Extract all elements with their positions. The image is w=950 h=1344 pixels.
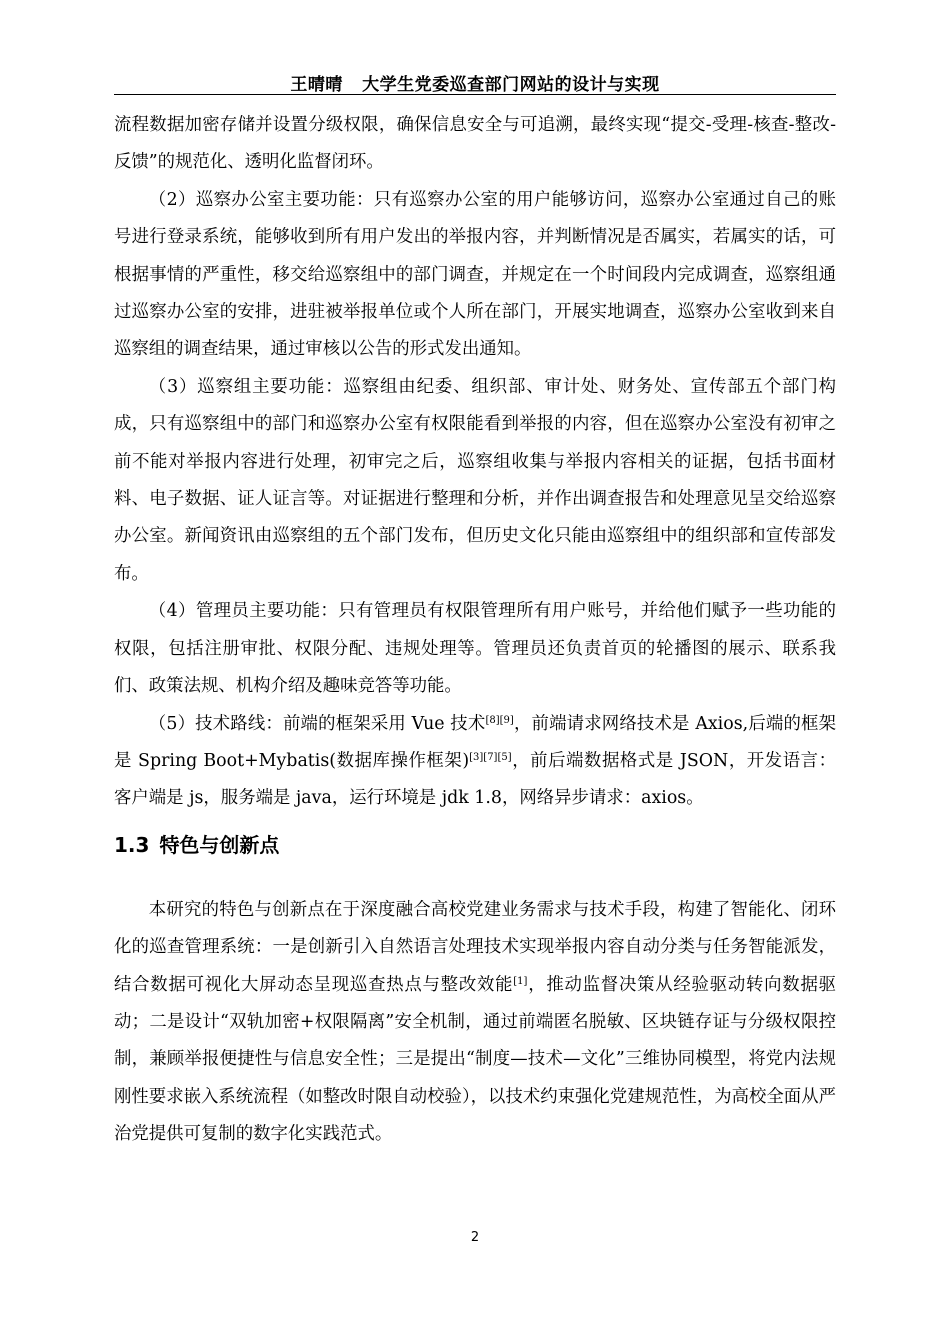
citation-ref: [3][7][5] (469, 751, 512, 763)
paragraph-innovation (114, 892, 836, 1154)
tech-route-text-c: ，前后端数据格式是 JSON，开发语言：客户端是 js，服务端是 java，运行环境是 jdk 1.8，网络异步请求：axios。 (114, 750, 836, 809)
paragraph-inspection-group: （3）巡察组主要功能：巡察组由纪委、组织部、审计处、财务处、宣传部五个部门构成，只有巡察组中的部门和巡察办公室有权限能看到举报的内容，但在巡察办公室没有初审之前不能对举报内容进行处理，初审完之后，巡察组收集与举报内容相关的证据，包括书面材料、电子数据、证人证言等。对证据进行整理和分析，并作出调查报告和处理意见呈交给巡察办公室。新闻资讯由巡察组的五个部门发布，但历史文化只能由巡察组中的组织部和宣传部发布。 (114, 376, 836, 584)
citation-ref: [8][9] (485, 714, 514, 726)
citation-ref: [1] (513, 975, 528, 987)
page-number: 2 (470, 1230, 480, 1245)
paragraph-administrator: （4）管理员主要功能：只有管理员有权限管理所有用户账号，并给他们赋予一些功能的权限，包括注册审批、权限分配、违规处理等。管理员还负责首页的轮播图的展示、联系我们、政策法规、机构介绍及趣味竞答等功能。 (114, 601, 836, 697)
paragraph-inspection-office: （2）巡察办公室主要功能：只有巡察办公室的用户能够访问，巡察办公室通过自己的账号进行登录系统，能够收到所有用户发出的举报内容，并判断情况是否属实，若属实的话，可根据事情的严重性，移交给巡察组中的部门调查，并规定在一个时间段内完成调查，巡察组通过巡察办公室的安排，进驻被举报单位或个人所在部门，开展实地调查，巡察办公室收到来自巡察组的调查结果，通过审核以公告的形式发出通知。 (114, 189, 836, 360)
tech-route-text-b: ，前端请求网络技术是 Axios,后端的框架是 Spring Boot+Mybatis(数据库操作框架) (114, 713, 836, 771)
header-title: 大学生党委巡查部门网站的设计与实现 (362, 75, 660, 95)
section-title: 特色与创新点 (159, 832, 280, 857)
header-divider (114, 94, 836, 95)
paragraph-technical-route (114, 706, 836, 818)
page-body (114, 107, 836, 1154)
tech-route-text-a: （5）技术路线：前端的框架采用 Vue 技术 (148, 713, 486, 734)
section-heading (114, 830, 836, 860)
innovation-text-a: 本研究的特色与创新点在于深度融合高校党建业务需求与技术手段，构建了智能化、闭环化的巡查管理系统：一是创新引入自然语言处理技术实现举报内容自动分类与任务智能派发，结合数据可视化大屏动态呈现巡查热点与整改效能 (114, 899, 836, 995)
header-author: 王晴晴 (290, 75, 343, 95)
paragraph-continuation: 流程数据加密存储并设置分级权限，确保信息安全与可追溯，最终实现“提交-受理-核查-整改-反馈”的规范化、透明化监督闭环。 (114, 115, 836, 173)
running-header (0, 70, 950, 95)
section-number: 1.3 (114, 832, 150, 857)
innovation-text-b: ，推动监督决策从经验驱动转向数据驱动；二是设计“双轨加密+权限隔离”安全机制，通过前端匿名脱敏、区块链存证与分级权限控制，兼顾举报便捷性与信息安全性；三是提出“制度—技术—文化”三维协同模型，将党内法规刚性要求嵌入系统流程（如整改时限自动校验），以技术约束强化党建规范性，为高校全面从严治党提供可复制的数字化实践范式。 (114, 974, 836, 1145)
